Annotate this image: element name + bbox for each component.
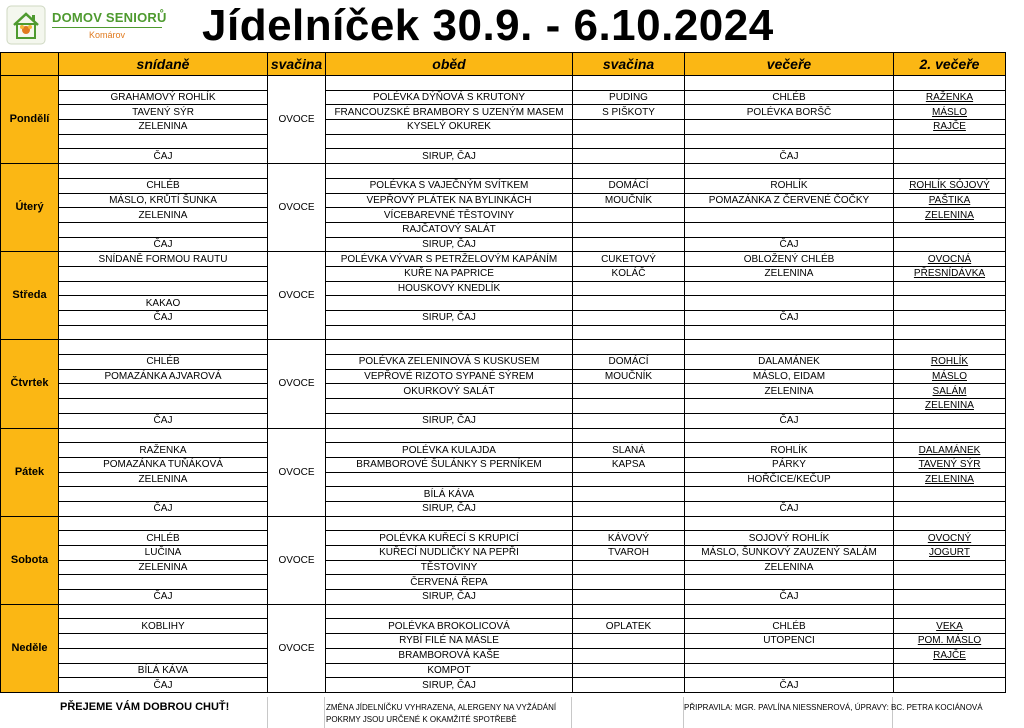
morning-snack-cell: OVOCE [268,76,326,164]
dinner-cell [685,428,894,443]
logo [6,5,167,45]
second-dinner-cell [894,222,1006,237]
dinner-cell: ZELENINA [685,384,894,399]
breakfast-cell: CHLÉB [59,355,268,370]
lunch-cell [326,164,573,179]
table-row [1,311,1006,326]
table-row [1,222,1006,237]
table-row [1,604,1006,619]
dinner-cell: DALAMÁNEK [685,355,894,370]
dinner-cell: ZELENINA [685,266,894,281]
dinner-cell [685,340,894,355]
lunch-cell: RYBÍ FILÉ NA MÁSLE [326,634,573,649]
breakfast-cell: ZELENINA [59,120,268,135]
logo-place: Komárov [88,30,125,40]
table-row [1,340,1006,355]
lunch-cell: KYSELÝ OKUREK [326,120,573,135]
table-row [1,663,1006,678]
afternoon-snack-cell [573,634,685,649]
second-dinner-cell [894,164,1006,179]
dinner-cell [685,208,894,223]
table-row [1,193,1006,208]
column-header-morning-snack: svačina [268,53,326,76]
lunch-cell: KOMPOT [326,663,573,678]
breakfast-cell: CHLÉB [59,531,268,546]
afternoon-snack-cell [573,487,685,502]
second-dinner-cell [894,76,1006,91]
breakfast-cell: ČAJ [59,413,268,428]
breakfast-cell [59,487,268,502]
second-dinner-cell [894,590,1006,605]
afternoon-snack-cell [573,590,685,605]
second-dinner-cell: MÁSLO [894,105,1006,120]
afternoon-snack-cell [573,399,685,414]
second-dinner-cell [894,663,1006,678]
dinner-cell: MÁSLO, EIDAM [685,369,894,384]
lunch-cell: SIRUP, ČAJ [326,501,573,516]
dinner-cell: POLÉVKA BORŠČ [685,105,894,120]
lunch-cell: BRAMBOROVÉ ŠULÁNKY S PERNÍKEM [326,457,573,472]
menu-body [1,76,1006,693]
breakfast-cell [59,281,268,296]
breakfast-cell: ČAJ [59,501,268,516]
lunch-cell: SIRUP, ČAJ [326,237,573,252]
second-dinner-cell [894,604,1006,619]
second-dinner-cell [894,487,1006,502]
day-label: Čtvrtek [1,340,59,428]
logo-name: DOMOV SENIORŮ [52,10,167,25]
afternoon-snack-cell [573,428,685,443]
dinner-cell [685,487,894,502]
afternoon-snack-cell: KÁVOVÝ [573,531,685,546]
footer-author: PŘIPRAVILA: MGR. PAVLÍNA NIESSNEROVÁ, ÚPRAVY: BC. PETRA KOCIÁNOVÁ [684,703,983,712]
table-row [1,325,1006,340]
second-dinner-cell [894,575,1006,590]
second-dinner-cell: PAŠTIKA [894,193,1006,208]
second-dinner-cell: ZELENINA [894,208,1006,223]
second-dinner-cell: RAJČE [894,120,1006,135]
second-dinner-cell: OVOCNÁ [894,252,1006,267]
lunch-cell: POLÉVKA S VAJEČNÝM SVÍTKEM [326,178,573,193]
day-label: Úterý [1,164,59,252]
breakfast-cell [59,648,268,663]
dinner-cell [685,164,894,179]
second-dinner-cell: ZELENINA [894,399,1006,414]
lunch-cell: RAJČATOVÝ SALÁT [326,222,573,237]
breakfast-cell: POMAZÁNKA TUŇÁKOVÁ [59,457,268,472]
lunch-cell: BRAMBOROVÁ KAŠE [326,648,573,663]
dinner-cell: ZELENINA [685,560,894,575]
lunch-cell: POLÉVKA ZELENINOVÁ S KUSKUSEM [326,355,573,370]
corner-cell [1,53,59,76]
lunch-cell: BÍLÁ KÁVA [326,487,573,502]
afternoon-snack-cell [573,340,685,355]
table-row [1,296,1006,311]
afternoon-snack-cell [573,311,685,326]
column-header-dinner: večeře [685,53,894,76]
second-dinner-cell [894,134,1006,149]
second-dinner-cell: PŘESNÍDÁVKA [894,266,1006,281]
second-dinner-cell [894,560,1006,575]
dinner-cell [685,281,894,296]
breakfast-cell [59,399,268,414]
afternoon-snack-cell [573,76,685,91]
lunch-cell: POLÉVKA KUŘECÍ S KRUPICÍ [326,531,573,546]
lunch-cell: OKURKOVÝ SALÁT [326,384,573,399]
second-dinner-cell [894,428,1006,443]
dinner-cell: ČAJ [685,678,894,693]
breakfast-cell [59,266,268,281]
lunch-cell: POLÉVKA VÝVAR S PETRŽELOVÝM KAPÁNÍM [326,252,573,267]
dinner-cell: OBLOŽENÝ CHLÉB [685,252,894,267]
second-dinner-cell [894,311,1006,326]
breakfast-cell: KOBLIHY [59,619,268,634]
second-dinner-cell: OVOCNÝ [894,531,1006,546]
afternoon-snack-cell: CUKETOVÝ [573,252,685,267]
second-dinner-cell: DALAMÁNEK [894,443,1006,458]
second-dinner-cell: RAŽENKA [894,90,1006,105]
lunch-cell [326,325,573,340]
dinner-cell: ČAJ [685,311,894,326]
afternoon-snack-cell: KAPSA [573,457,685,472]
afternoon-snack-cell [573,208,685,223]
afternoon-snack-cell [573,222,685,237]
breakfast-cell: LUČINA [59,546,268,561]
afternoon-snack-cell [573,472,685,487]
breakfast-cell [59,325,268,340]
afternoon-snack-cell [573,281,685,296]
table-row [1,634,1006,649]
second-dinner-cell [894,325,1006,340]
table-row [1,369,1006,384]
second-dinner-cell [894,281,1006,296]
table-row [1,164,1006,179]
lunch-cell: TĚSTOVINY [326,560,573,575]
table-row [1,590,1006,605]
breakfast-cell [59,384,268,399]
footer-note-changes: ZMĚNA JÍDELNÍČKU VYHRAZENA, ALERGENY NA VYŽÁDÁNÍ [326,703,557,712]
lunch-cell: POLÉVKA BROKOLICOVÁ [326,619,573,634]
day-label: Sobota [1,516,59,604]
second-dinner-cell: VEKA [894,619,1006,634]
table-row [1,252,1006,267]
second-dinner-cell [894,516,1006,531]
lunch-cell [326,428,573,443]
second-dinner-cell: RAJČE [894,648,1006,663]
morning-snack-cell: OVOCE [268,252,326,340]
afternoon-snack-cell [573,384,685,399]
dinner-cell: ROHLÍK [685,178,894,193]
breakfast-cell [59,516,268,531]
lunch-cell: KUŘE NA PAPRICE [326,266,573,281]
lunch-cell: FRANCOUZSKÉ BRAMBORY S UZENÝM MASEM [326,105,573,120]
afternoon-snack-cell [573,560,685,575]
lunch-cell: POLÉVKA DÝŇOVÁ S KRUTONY [326,90,573,105]
breakfast-cell [59,428,268,443]
afternoon-snack-cell [573,134,685,149]
breakfast-cell: ZELENINA [59,560,268,575]
second-dinner-cell [894,237,1006,252]
day-label: Středa [1,252,59,340]
dinner-cell: ROHLÍK [685,443,894,458]
page-header [0,0,1024,52]
table-row [1,531,1006,546]
table-row [1,105,1006,120]
breakfast-cell: SNÍDANĚ FORMOU RAUTU [59,252,268,267]
afternoon-snack-cell [573,678,685,693]
table-row [1,501,1006,516]
lunch-cell: HOUSKOVÝ KNEDLÍK [326,281,573,296]
breakfast-cell [59,340,268,355]
lunch-cell [326,296,573,311]
second-dinner-cell: ROHLÍK SÓJOVÝ [894,178,1006,193]
menu-table [0,52,1006,693]
table-row [1,149,1006,164]
breakfast-cell: ČAJ [59,590,268,605]
breakfast-cell [59,634,268,649]
table-row [1,560,1006,575]
morning-snack-cell: OVOCE [268,516,326,604]
table-row [1,619,1006,634]
breakfast-cell: ČAJ [59,149,268,164]
footer-note-consumption: POKRMY JSOU URČENÉ K OKAMŽITÉ SPOTŘEBĚ [326,715,517,724]
afternoon-snack-cell: SLANÁ [573,443,685,458]
breakfast-cell: ZELENINA [59,472,268,487]
table-row [1,443,1006,458]
second-dinner-cell: TAVENÝ SÝR [894,457,1006,472]
column-header-afternoon-snack: svačina [573,53,685,76]
dinner-cell: SOJOVÝ ROHLÍK [685,531,894,546]
dinner-cell: ČAJ [685,237,894,252]
dinner-cell [685,325,894,340]
dinner-cell [685,604,894,619]
afternoon-snack-cell [573,237,685,252]
breakfast-cell: MÁSLO, KRŮTÍ ŠUNKA [59,193,268,208]
dinner-cell [685,222,894,237]
dinner-cell [685,516,894,531]
afternoon-snack-cell [573,149,685,164]
second-dinner-cell: SALÁM [894,384,1006,399]
dinner-cell: HOŘČICE/KEČUP [685,472,894,487]
second-dinner-cell [894,501,1006,516]
table-row [1,457,1006,472]
afternoon-snack-cell: OPLATEK [573,619,685,634]
lunch-cell: SIRUP, ČAJ [326,413,573,428]
dinner-cell [685,648,894,663]
footer-wish: PŘEJEME VÁM DOBROU CHUŤ! [60,701,230,713]
table-row [1,575,1006,590]
afternoon-snack-cell: MOUČNÍK [573,369,685,384]
breakfast-cell [59,164,268,179]
table-row [1,355,1006,370]
afternoon-snack-cell: TVAROH [573,546,685,561]
table-row [1,648,1006,663]
table-row [1,134,1006,149]
lunch-cell [326,76,573,91]
table-row [1,178,1006,193]
dinner-cell: UTOPENCI [685,634,894,649]
second-dinner-cell [894,413,1006,428]
breakfast-cell: ČAJ [59,678,268,693]
lunch-cell [326,134,573,149]
breakfast-cell: POMAZÁNKA AJVAROVÁ [59,369,268,384]
morning-snack-cell: OVOCE [268,428,326,516]
second-dinner-cell [894,149,1006,164]
afternoon-snack-cell: DOMÁCÍ [573,355,685,370]
table-row [1,516,1006,531]
afternoon-snack-cell [573,120,685,135]
second-dinner-cell [894,340,1006,355]
second-dinner-cell: ROHLÍK [894,355,1006,370]
morning-snack-cell: OVOCE [268,604,326,692]
lunch-cell: VÍCEBAREVNÉ TĚSTOVINY [326,208,573,223]
lunch-cell [326,399,573,414]
table-row [1,281,1006,296]
dinner-cell: ČAJ [685,149,894,164]
afternoon-snack-cell [573,516,685,531]
second-dinner-cell: POM. MÁSLO [894,634,1006,649]
afternoon-snack-cell [573,604,685,619]
lunch-cell: POLÉVKA KULAJDA [326,443,573,458]
table-row [1,428,1006,443]
breakfast-cell: BÍLÁ KÁVA [59,663,268,678]
table-row [1,472,1006,487]
afternoon-snack-cell [573,501,685,516]
table-row [1,487,1006,502]
dinner-cell: CHLÉB [685,90,894,105]
dinner-cell: CHLÉB [685,619,894,634]
morning-snack-cell: OVOCE [268,164,326,252]
second-dinner-cell [894,296,1006,311]
afternoon-snack-cell [573,164,685,179]
afternoon-snack-cell: MOUČNÍK [573,193,685,208]
table-row [1,384,1006,399]
table-row [1,546,1006,561]
breakfast-cell [59,222,268,237]
column-header-breakfast: snídaně [59,53,268,76]
lunch-cell [326,340,573,355]
afternoon-snack-cell [573,663,685,678]
dinner-cell [685,296,894,311]
day-label: Pondělí [1,76,59,164]
breakfast-cell [59,134,268,149]
table-row [1,678,1006,693]
afternoon-snack-cell [573,296,685,311]
lunch-cell [326,604,573,619]
logo-divider [52,27,162,28]
second-dinner-cell: ZELENINA [894,472,1006,487]
table-row [1,237,1006,252]
lunch-cell: ČERVENÁ ŘEPA [326,575,573,590]
breakfast-cell [59,575,268,590]
table-row [1,208,1006,223]
breakfast-cell: ČAJ [59,311,268,326]
table-row [1,413,1006,428]
lunch-cell: VEPŘOVÉ RIZOTO SYPANÉ SÝREM [326,369,573,384]
table-row [1,90,1006,105]
column-header-lunch: oběd [326,53,573,76]
page-footer [0,697,1024,728]
afternoon-snack-cell [573,575,685,590]
breakfast-cell: ČAJ [59,237,268,252]
second-dinner-cell: MÁSLO [894,369,1006,384]
breakfast-cell: ZELENINA [59,208,268,223]
afternoon-snack-cell: PUDING [573,90,685,105]
dinner-cell: ČAJ [685,590,894,605]
lunch-cell: VEPŘOVÝ PLÁTEK NA BYLINKÁCH [326,193,573,208]
header-row [1,53,1006,76]
day-label: Neděle [1,604,59,692]
second-dinner-cell: JOGURT [894,546,1006,561]
table-row [1,76,1006,91]
afternoon-snack-cell: S PIŠKOTY [573,105,685,120]
lunch-cell: SIRUP, ČAJ [326,311,573,326]
dinner-cell [685,575,894,590]
dinner-cell [685,134,894,149]
lunch-cell [326,472,573,487]
second-dinner-cell [894,678,1006,693]
column-header-second-dinner: 2. večeře [894,53,1006,76]
afternoon-snack-cell [573,648,685,663]
breakfast-cell: RAŽENKA [59,443,268,458]
house-logo-icon [6,5,46,45]
lunch-cell: KUŘECÍ NUDLIČKY NA PEPŘI [326,546,573,561]
table-row [1,120,1006,135]
breakfast-cell: KAKAO [59,296,268,311]
dinner-cell: POMAZÁNKA Z ČERVENÉ ČOČKY [685,193,894,208]
dinner-cell: PÁRKY [685,457,894,472]
lunch-cell: SIRUP, ČAJ [326,590,573,605]
table-row [1,399,1006,414]
breakfast-cell [59,604,268,619]
page-title: Jídelníček 30.9. - 6.10.2024 [202,1,774,50]
breakfast-cell: TAVENÝ SÝR [59,105,268,120]
dinner-cell [685,76,894,91]
afternoon-snack-cell [573,413,685,428]
day-label: Pátek [1,428,59,516]
afternoon-snack-cell: KOLÁČ [573,266,685,281]
morning-snack-cell: OVOCE [268,340,326,428]
lunch-cell: SIRUP, ČAJ [326,678,573,693]
breakfast-cell: CHLÉB [59,178,268,193]
lunch-cell: SIRUP, ČAJ [326,149,573,164]
lunch-cell [326,516,573,531]
dinner-cell [685,120,894,135]
dinner-cell [685,399,894,414]
afternoon-snack-cell [573,325,685,340]
dinner-cell: ČAJ [685,413,894,428]
dinner-cell: MÁSLO, ŠUNKOVÝ ZAUZENÝ SALÁM [685,546,894,561]
dinner-cell: ČAJ [685,501,894,516]
table-row [1,266,1006,281]
dinner-cell [685,663,894,678]
breakfast-cell [59,76,268,91]
afternoon-snack-cell: DOMÁCÍ [573,178,685,193]
breakfast-cell: GRAHAMOVÝ ROHLÍK [59,90,268,105]
